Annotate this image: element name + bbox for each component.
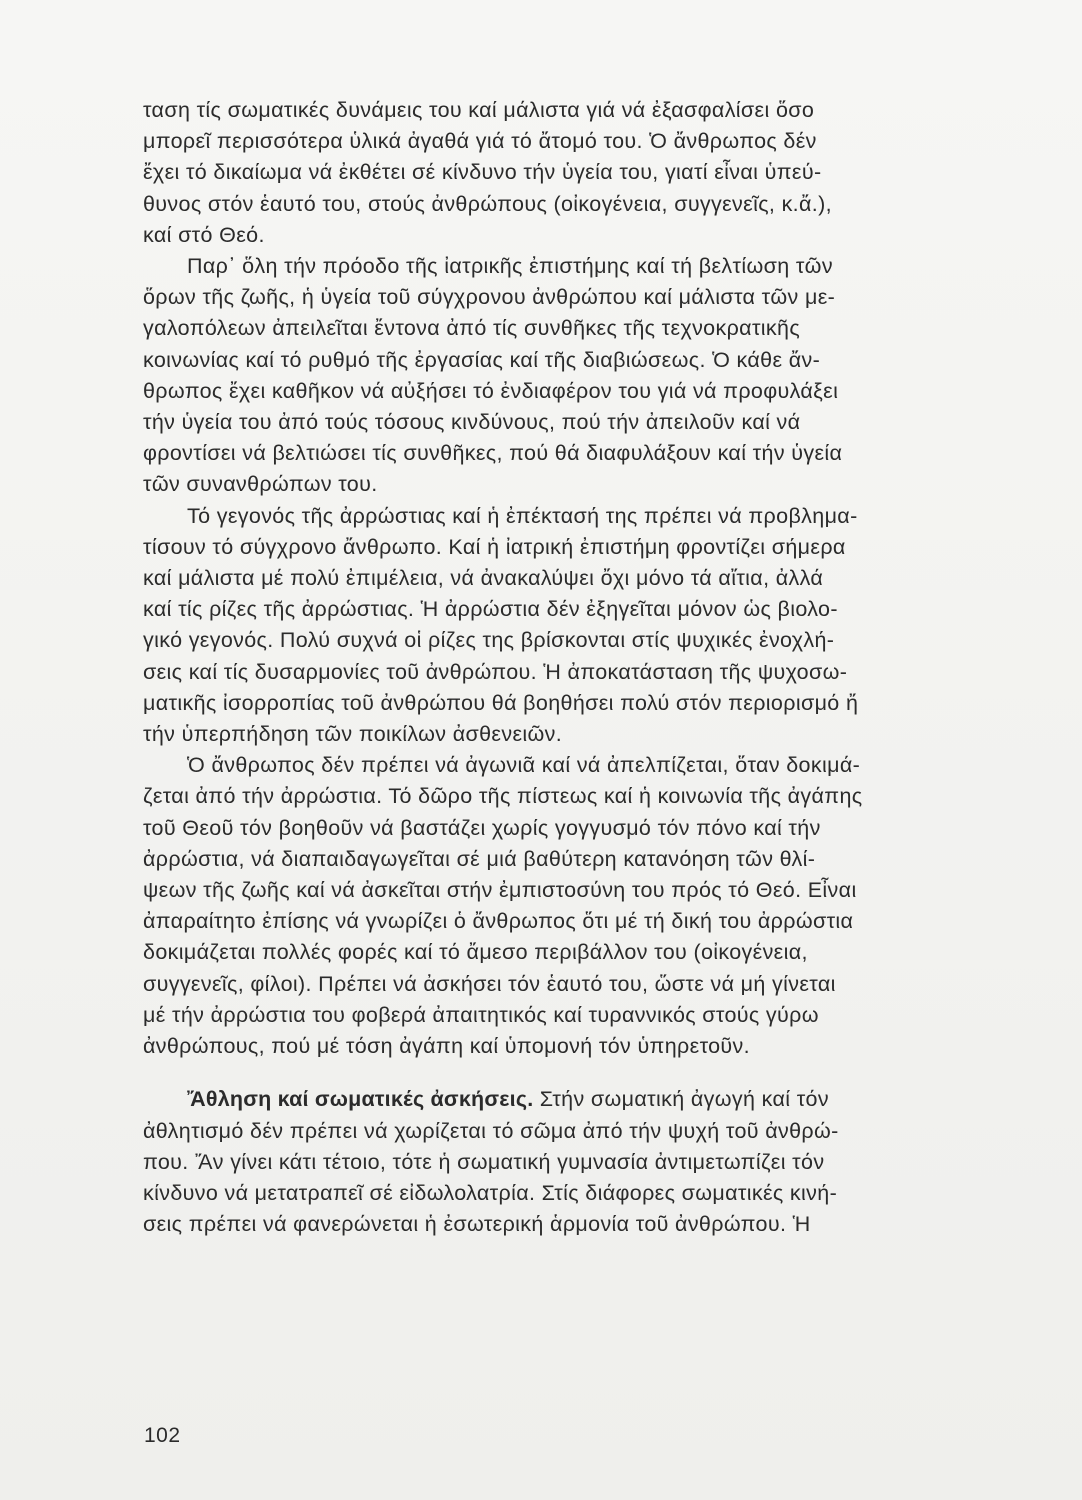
text-line: κοινωνίας καί τό ρυθμό τῆς ἐργασίας καί τῆς διαβιώσεως. Ὁ κάθε ἄν- [143, 347, 821, 372]
text-line: τήν ὑπερπήδηση τῶν ποικίλων ἀσθενειῶν. [143, 722, 563, 747]
text-line: καί στό Θεό. [143, 222, 265, 247]
text-line: θυνος στόν ἑαυτό του, στούς ἀνθρώπους (οἰκογένεια, συγγενεῖς, κ.ἄ.), [143, 191, 832, 216]
text-line: ἀθλητισμό δέν πρέπει νά χωρίζεται τό σῶμα ἀπό τήν ψυχή τοῦ ἀνθρώ- [143, 1118, 839, 1143]
text-line: συγγενεῖς, φίλοι). Πρέπει νά ἀσκήσει τόν ἑαυτό του, ὥστε νά μή γίνεται [143, 971, 836, 996]
text-line: Ὁ ἄνθρωπος δέν πρέπει νά ἀγωνιᾶ καί νά ἀπελπίζεται, ὅταν δοκιμά- [187, 753, 861, 778]
text-line: μέ τήν ἀρρώστια του φοβερά ἀπαιτητικός καί τυραννικός στούς γύρω [143, 1002, 819, 1027]
text-line: μπορεῖ περισσότερα ὑλικά ἀγαθά γιά τό ἄτομό του. Ὁ ἄνθρωπος δέν [143, 129, 817, 154]
page-body-text [143, 95, 993, 1240]
text-line: ἀρρώστια, νά διαπαιδαγωγεῖται σέ μιά βαθύτερη κατανόηση τῶν θλί- [143, 846, 816, 871]
text-line: τοῦ Θεοῦ τόν βοηθοῦν νά βαστάζει χωρίς γογγυσμό τόν πόνο καί τήν [143, 815, 821, 840]
text-line: καί μάλιστα μέ πολύ ἐπιμέλεια, νά ἀνακαλύψει ὄχι μόνο τά αἴτια, ἀλλά [143, 566, 824, 591]
text-line: ταση τίς σωματικές δυνάμεις του καί μάλιστα γιά νά ἐξασφαλίσει ὅσο [143, 98, 815, 122]
section-heading: Ἄθληση καί σωματικές ἀσκήσεις. [187, 1087, 534, 1112]
text-line: κίνδυνο νά μετατραπεῖ σέ εἰδωλολατρία. Στίς διάφορες σωματικές κινή- [143, 1180, 838, 1205]
text-line: σεις πρέπει νά φανερώνεται ἡ ἐσωτερική ἁρμονία τοῦ ἀνθρώπου. Ἡ [143, 1212, 811, 1237]
text-line: ματικῆς ἰσορροπίας τοῦ ἀνθρώπου θά βοηθήσει πολύ στόν περιορισμό ἤ [143, 690, 859, 715]
paragraph-athletics [143, 1084, 993, 1240]
text-line: θρωπος ἔχει καθῆκον νά αὐξήσει τό ἐνδιαφέρον του γιά νά προφυλάξει [143, 378, 839, 403]
text-line: φροντίσει νά βελτιώσει τίς συνθῆκες, πού θά διαφυλάξουν καί τήν ὑγεία [143, 441, 843, 466]
text-line: δοκιμάζεται πολλές φορές καί τό ἄμεσο περιβάλλον του (οἰκογένεια, [143, 940, 808, 965]
text-line: ὅρων τῆς ζωῆς, ἡ ὑγεία τοῦ σύγχρονου ἀνθρώπου καί μάλιστα τῶν με- [143, 285, 836, 310]
paragraph-illness [143, 501, 993, 751]
section-spacer [143, 1062, 993, 1084]
text-line: τίσουν τό σύγχρονο ἄνθρωπο. Καί ἡ ἰατρική ἐπιστήμη φροντίζει σήμερα [143, 534, 846, 559]
page-number: 102 [144, 1424, 181, 1447]
paragraph-faith [143, 750, 993, 1062]
paragraph-continuation [143, 95, 993, 251]
text-line: ψεων τῆς ζωῆς καί νά ἀσκεῖται στήν ἐμπιστοσύνη του πρός τό Θεό. Εἶναι [143, 878, 857, 903]
text-line: ἔχει τό δικαίωμα νά ἐκθέτει σέ κίνδυνο τήν ὑγεία του, γιατί εἶναι ὑπεύ- [143, 160, 822, 185]
text-line: γικό γεγονός. Πολύ συχνά οἱ ρίζες της βρίσκονται στίς ψυχικές ἐνοχλή- [143, 628, 835, 653]
text-line: τήν ὑγεία του ἀπό τούς τόσους κινδύνους, πού τήν ἀπειλοῦν καί νά [143, 410, 801, 435]
text-line: ἀνθρώπους, πού μέ τόση ἀγάπη καί ὑπομονή τόν ὑπηρετοῦν. [143, 1034, 750, 1059]
paragraph-medical-progress [143, 251, 993, 501]
text-line: Παρ᾽ ὅλη τήν πρόοδο τῆς ἰατρικῆς ἐπιστήμης καί τή βελτίωση τῶν [187, 254, 833, 279]
heading-continuation: Στήν σωματική ἀγωγή καί τόν [539, 1087, 829, 1112]
text-line: ἀπαραίτητο ἐπίσης νά γνωρίζει ὁ ἄνθρωπος ὅτι μέ τή δική του ἀρρώστια [143, 909, 854, 934]
text-line: ζεται ἀπό τήν ἀρρώστια. Τό δῶρο τῆς πίστεως καί ἡ κοινωνία τῆς ἀγάπης [143, 784, 863, 809]
text-line: καί τίς ρίζες τῆς ἀρρώστιας. Ἡ ἀρρώστια δέν ἐξηγεῖται μόνον ὡς βιολο- [143, 597, 838, 622]
text-line [143, 1084, 993, 1115]
text-line: σεις καί τίς δυσαρμονίες τοῦ ἀνθρώπου. Ἡ ἀποκατάσταση τῆς ψυχοσω- [143, 659, 848, 684]
text-line: τῶν συνανθρώπων του. [143, 472, 378, 497]
text-line: γαλοπόλεων ἀπειλεῖται ἔντονα ἀπό τίς συνθῆκες τῆς τεχνοκρατικῆς [143, 316, 801, 341]
text-line: Τό γεγονός τῆς ἀρρώστιας καί ἡ ἐπέκτασή της πρέπει νά προβλημα- [187, 503, 858, 528]
text-line: που. Ἄν γίνει κάτι τέτοιο, τότε ἡ σωματική γυμνασία ἀντιμετωπίζει τόν [143, 1149, 825, 1174]
